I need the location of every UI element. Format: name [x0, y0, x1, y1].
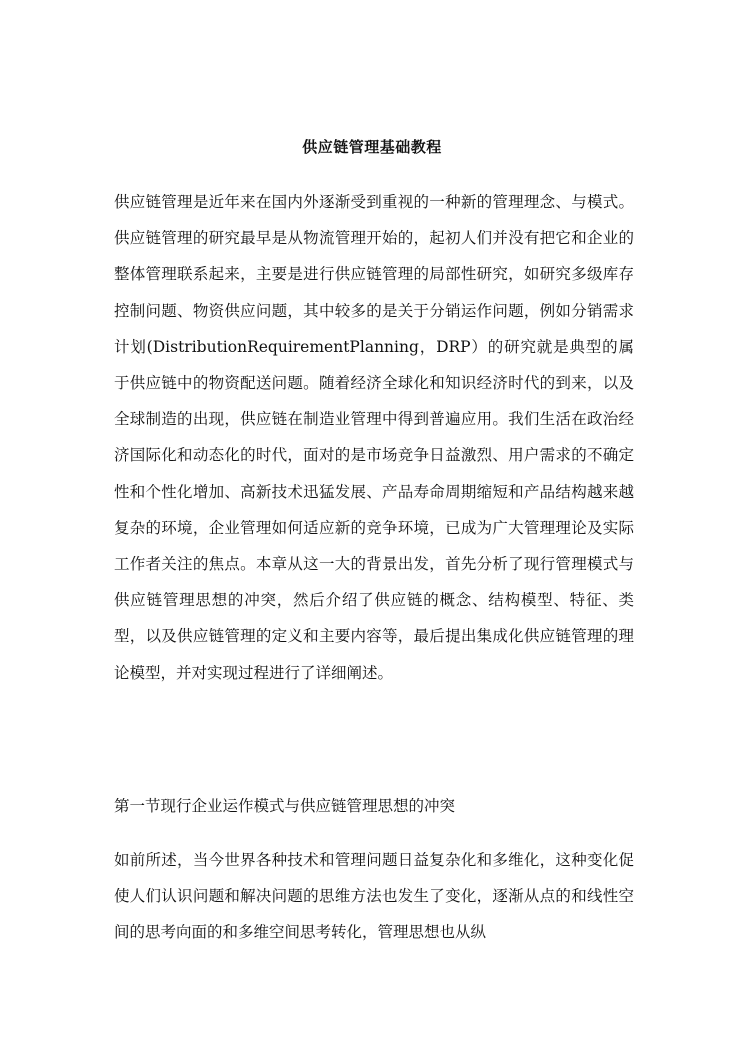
- intro-paragraph: 供应链管理是近年来在国内外逐渐受到重视的一种新的管理理念、与模式。供应链管理的研究最早是从物流管理开始的，起初人们并没有把它和企业的整体管理联系起来，主要是进行供应链管理的局部性研究，如研究多级库存控制问题、物资供应问题，其中较多的是关于分销运作问题，例如分销需求计划(DistributionRequirementPlanning，DRP）的研究就是典型的属于供应链中的物资配送问题。随着经济全球化和知识经济时代的到来，以及全球制造的出现，供应链在制造业管理中得到普遍应用。我们生活在政治经济国际化和动态化的时代，面对的是市场竞争日益激烈、用户需求的不确定性和个性化增加、高新技术迅猛发展、产品寿命周期缩短和产品结构越来越复杂的环境，企业管理如何适应新的竞争环境，已成为广大管理理论及实际工作者关注的焦点。本章从这一大的背景出发，首先分析了现行管理模式与供应链管理思想的冲突，然后介绍了供应链的概念、结构模型、特征、类型，以及供应链管理的定义和主要内容等，最后提出集成化供应链管理的理论模型，并对实现过程进行了详细阐述。: [114, 193, 634, 682]
- document-title: 供应链管理基础教程: [302, 138, 442, 156]
- section-paragraph: 如前所述，当今世界各种技术和管理问题日益复杂化和多维化，这种变化促使人们认识问题和解决问题的思维方法也发生了变化，逐渐从点的和线性空间的思考向面的和多维空间思考转化，管理思想也从纵: [114, 851, 634, 942]
- section-heading: 第一节现行企业运作模式与供应链管理思想的冲突: [114, 797, 456, 815]
